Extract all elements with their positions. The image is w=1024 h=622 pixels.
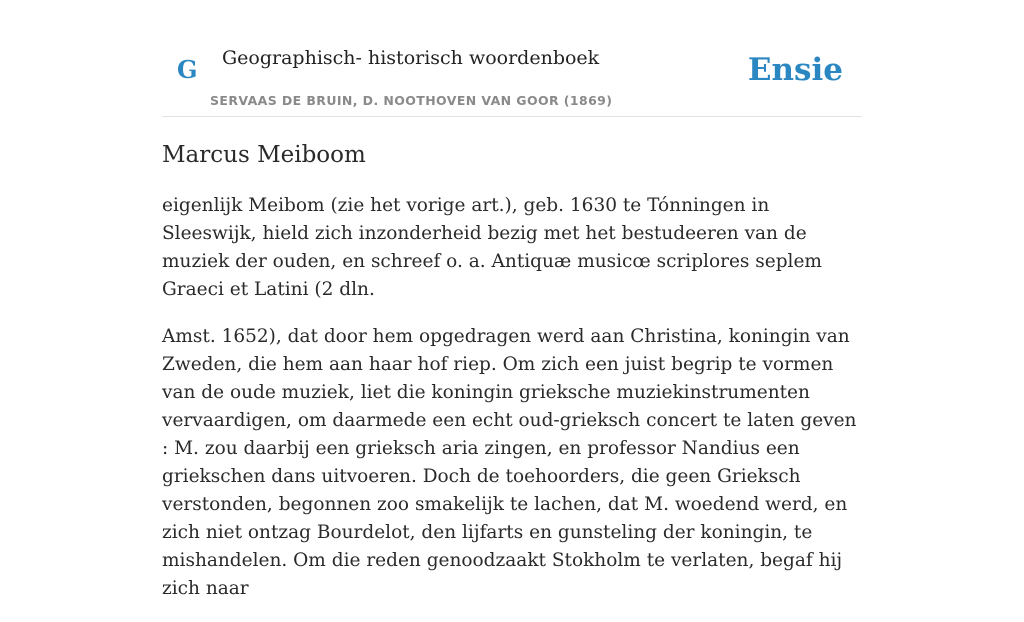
book-header — [162, 0, 862, 117]
entry-paragraph-2: Amst. 1652), dat door hem opgedragen werd aan Christina, koningin van Zweden, die hem aan haar hof riep. Om zich een juist begrip te vormen van de oude muziek, liet die koningin grieksche muziekinstrumenten vervaardigen, om daarmede een echt oud-grieksch concert te laten geven : M. zou daarbij een grieksch aria zingen, en professor Nandius een griekschen dans uitvoeren. Doch de toehoorders, die geen Grieksch verstonden, begonnen zoo smakelijk te lachen, dat M. woedend werd, en zich niet ontzag Bourdelot, den lijfarts en gunsteling der koningin, te mishandelen. Om die reden genoodzaakt Stokholm te verlaten, begaf hij zich naar — [162, 326, 857, 599]
entry-content — [162, 138, 862, 622]
entry-paragraph-1: eigenlijk Meibom (zie het vorige art.), geb. 1630 te Tónningen in Sleeswijk, hield zich inzonderheid bezig met het bestudeeren van de muziek der ouden, en schreef o. a. Antiquæ musicœ scriplores seplem Graeci et Latini (2 dln. — [162, 195, 822, 300]
ensie-logo[interactable]: Ensie — [747, 52, 843, 88]
book-title-link[interactable]: Geographisch- historisch woordenboek — [222, 47, 600, 69]
entry-title: Marcus Meiboom — [162, 142, 366, 168]
book-authors: SERVAAS DE BRUIN, D. NOOTHOVEN VAN GOOR (1869) — [210, 93, 613, 108]
book-initial-icon[interactable]: G — [177, 55, 198, 84]
